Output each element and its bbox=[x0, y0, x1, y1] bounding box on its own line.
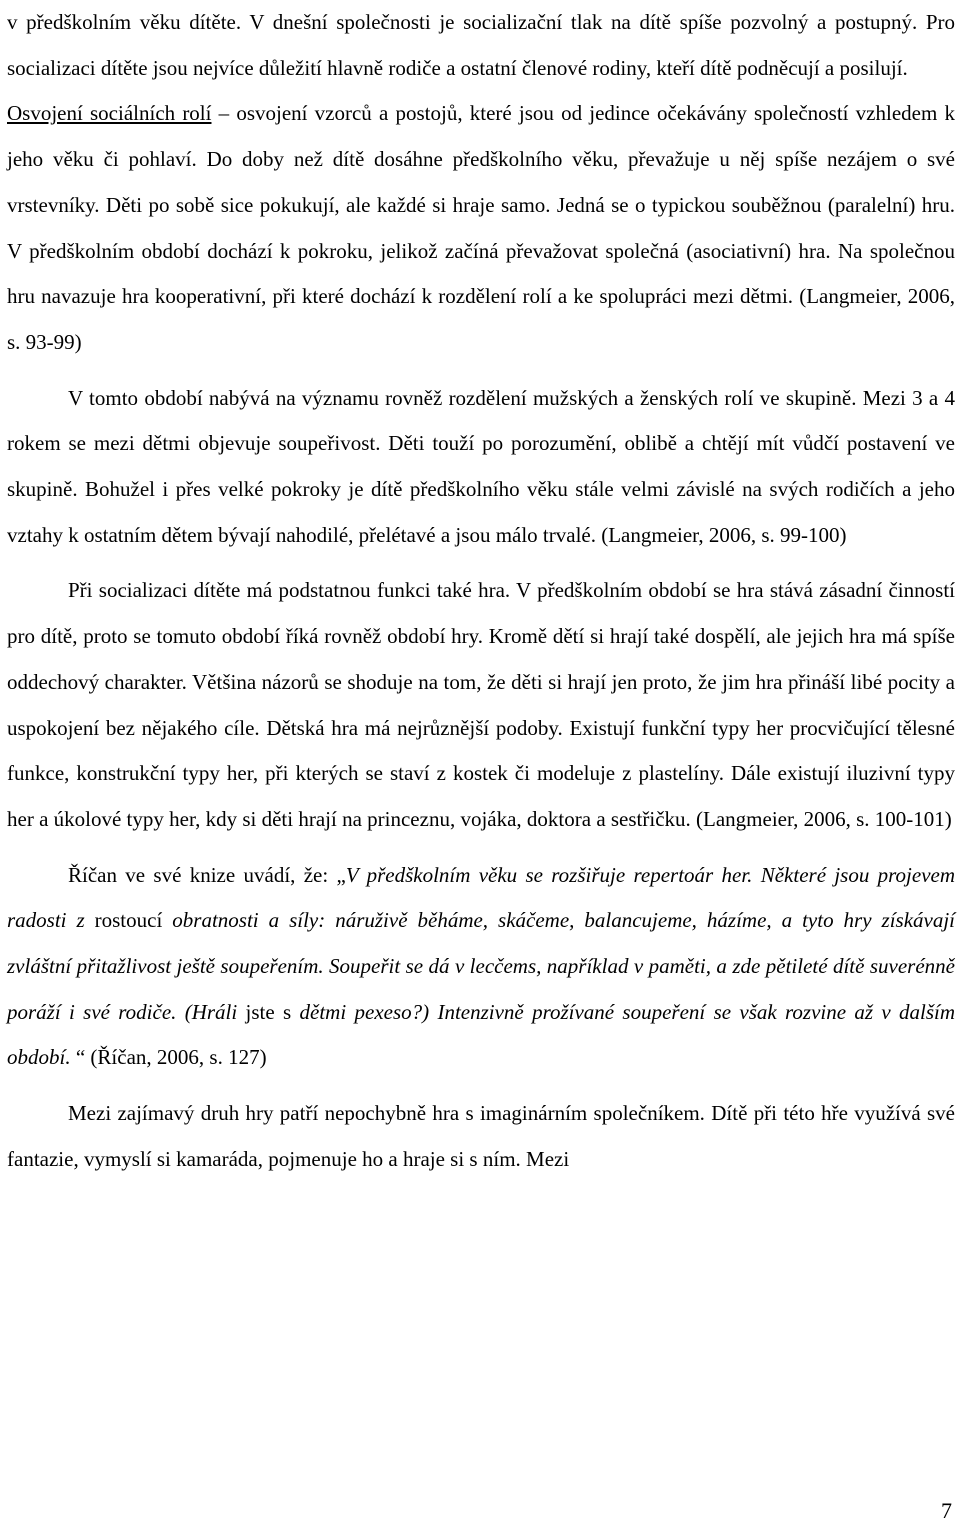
paragraph-quote bbox=[7, 853, 955, 1082]
quote-intro: Říčan ve své knize uvádí, že: „ bbox=[68, 862, 346, 887]
paragraph-social-roles-text: – osvojení vzorců a postojů, které jsou od jedince očekávány společností vzhledem k jeho věku či pohlaví. Do doby než dítě dosáhne předškolního věku, převažuje u něj spíše nezájem o své vrstevníky. Děti po sobě sice pokukují, ale každé si hraje samo. Jedná se o typickou souběžnou (paralelní) hru. V předškolním období dochází k pokroku, jelikož začíná převažovat společná (asociativní) hra. Na společnou hru navazuje hra kooperativní, při které dochází k rozdělení rolí a ke spolupráci mezi dětmi. (Langmeier, 2006, s. 93-99) bbox=[7, 101, 955, 354]
quote-part-mid: rostoucí bbox=[84, 908, 173, 933]
paragraph-continuation: v předškolním věku dítěte. V dnešní společnosti je socializační tlak na dítě spíše pozvolný a postupný. Pro socializaci dítěte jsou nejvíce důležití hlavně rodiče a ostatní členové rodiny, kteří dítě podněcují a posilují. bbox=[7, 10, 955, 80]
page-number: 7 bbox=[941, 1498, 952, 1523]
quote-part-2: obratnosti a síly: náruživě běháme, skáčeme, balancujeme, házíme, a tyto hry získávají zvláštní přitažlivost ještě soupeřením. Soupeřit se dá v lecčems, například v paměti, a zde pětileté dítě suverénně poráží i své rodiče. (Hráli bbox=[7, 908, 956, 1024]
paragraph-play: Při socializaci dítěte má podstatnou funkci také hra. V předškolním období se hra stává zásadní činností pro dítě, proto se tomuto období říká rovněž období hry. Kromě dětí si hrají také dospělí, ale jejich hra má spíše oddechový charakter. Většina názorů se shoduje na tom, že děti si hrají jen proto, že jim hra přináší libé pocity a uspokojení bez nějakého cíle. Dětská hra má nejrůznější podoby. Existují funkční typy her procvičující tělesné funkce, konstrukční typy her, při kterých se staví z kostek či modeluje z plastelíny. Dále existují iluzivní typy her a úkolové typy her, kdy si děti hrají na princeznu, vojáka, doktora a sestřičku. (Langmeier, 2006, s. 100-101) bbox=[7, 578, 955, 831]
document-page bbox=[7, 0, 955, 1183]
paragraph-imaginary-companion: Mezi zajímavý druh hry patří nepochybně hra s imaginárním společníkem. Dítě při této hře využívá své fantazie, vymyslí si kamaráda, pojmenuje ho a hraje si s ním. Mezi bbox=[7, 1101, 955, 1171]
paragraph-social-roles bbox=[7, 91, 955, 365]
quote-closing: “ (Říčan, 2006, s. 127) bbox=[70, 1045, 267, 1070]
quote-part-3: dětmi pexeso?) Intenzivně prožívané soupeření se však rozvine až v dalším období. bbox=[7, 999, 956, 1070]
term-social-roles: Osvojení sociálních rolí bbox=[7, 101, 212, 126]
quote-part-plain: jste s bbox=[237, 999, 300, 1024]
quote-part-1: V předškolním věku se rozšiřuje repertoár her. Některé jsou projevem radosti z bbox=[7, 862, 955, 933]
paragraph-gender-roles: V tomto období nabývá na významu rovněž rozdělení mužských a ženských rolí ve skupině. Mezi 3 a 4 rokem se mezi dětmi objevuje soupeřivost. Děti touží po porozumění, oblibě a chtějí mít vůdčí postavení ve skupině. Bohužel i přes velké pokroky je dítě předškolního věku stále velmi závislé na svých rodičích a jeho vztahy k ostatním dětem bývají nahodilé, přelétavé a jsou málo trvalé. (Langmeier, 2006, s. 99-100) bbox=[7, 385, 955, 547]
